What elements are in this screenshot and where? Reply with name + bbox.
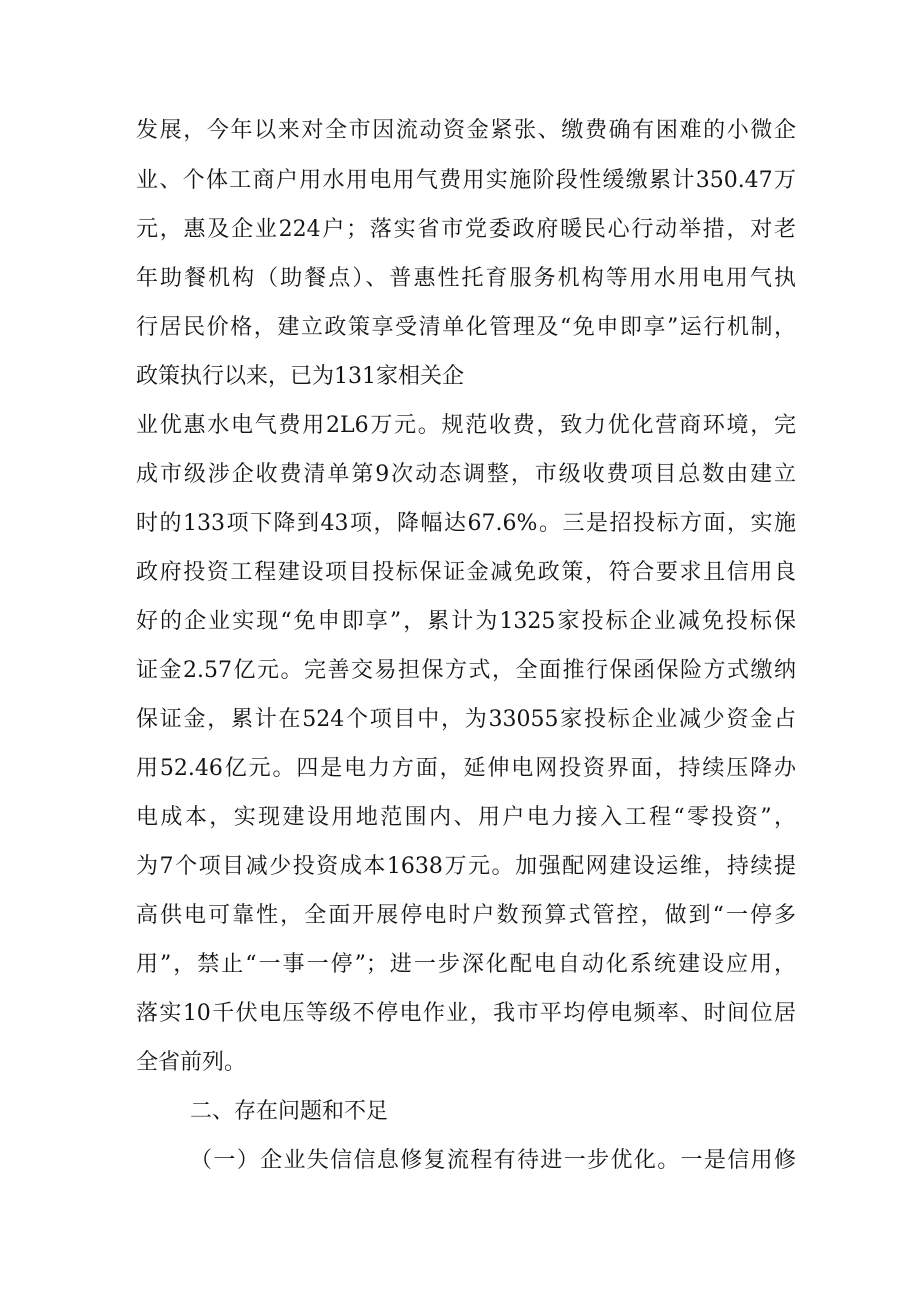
- subsection-line: （一）企业失信信息修复流程有待进一步优化。一是信用修: [190, 1148, 796, 1173]
- paragraph-line: 政府投资工程建设项目投标保证金减免政策，符合要求且信用良: [136, 560, 796, 585]
- paragraph-line: 时的133项下降到43项，降幅达67.6%。三是招投标方面，实施: [136, 511, 796, 536]
- paragraph-line: 年助餐机构（助餐点）、普惠性托育服务机构等用水用电用气执: [136, 266, 796, 291]
- section-heading: 二、存在问题和不足: [190, 1099, 389, 1124]
- paragraph-line: 用”，禁止“一事一停”；进一步深化配电自动化系统建设应用，: [136, 952, 796, 977]
- paragraph-line: 行居民价格，建立政策享受清单化管理及“免申即享”运行机制，: [136, 315, 796, 340]
- paragraph-line: 用52.46亿元。四是电力方面，延伸电网投资界面，持续压降办: [136, 756, 796, 781]
- paragraph-line: 为7个项目减少投资成本1638万元。加强配网建设运维，持续提: [136, 854, 796, 879]
- paragraph-line: 发展，今年以来对全市因流动资金紧张、缴费确有困难的小微企: [136, 118, 796, 143]
- paragraph-line: 业、个体工商户用水用电用气费用实施阶段性缓缴累计350.47万: [136, 168, 796, 193]
- paragraph-line: 业优惠水电气费用2L6万元。规范收费，致力优化营商环境，完: [136, 413, 796, 438]
- paragraph-line: 保证金，累计在524个项目中，为33055家投标企业减少资金占: [136, 707, 796, 732]
- paragraph-line: 电成本，实现建设用地范围内、用户电力接入工程“零投资”，: [136, 805, 796, 830]
- paragraph-line: 元，惠及企业224户；落实省市党委政府暖民心行动举措，对老: [136, 217, 796, 242]
- paragraph-line: 全省前列。: [136, 1050, 247, 1075]
- paragraph-line: 成市级涉企收费清单第9次动态调整，市级收费项目总数由建立: [136, 462, 796, 487]
- paragraph-line: 好的企业实现“免申即享”，累计为1325家投标企业减免投标保: [136, 609, 796, 634]
- paragraph-line: 落实10千伏电压等级不停电作业，我市平均停电频率、时间位居: [136, 1001, 796, 1026]
- paragraph-line: 政策执行以来，已为131家相关企: [136, 364, 464, 389]
- paragraph-line: 高供电可靠性，全面开展停电时户数预算式管控，做到“一停多: [136, 903, 796, 928]
- paragraph-line: 证金2.57亿元。完善交易担保方式，全面推行保函保险方式缴纳: [136, 658, 796, 683]
